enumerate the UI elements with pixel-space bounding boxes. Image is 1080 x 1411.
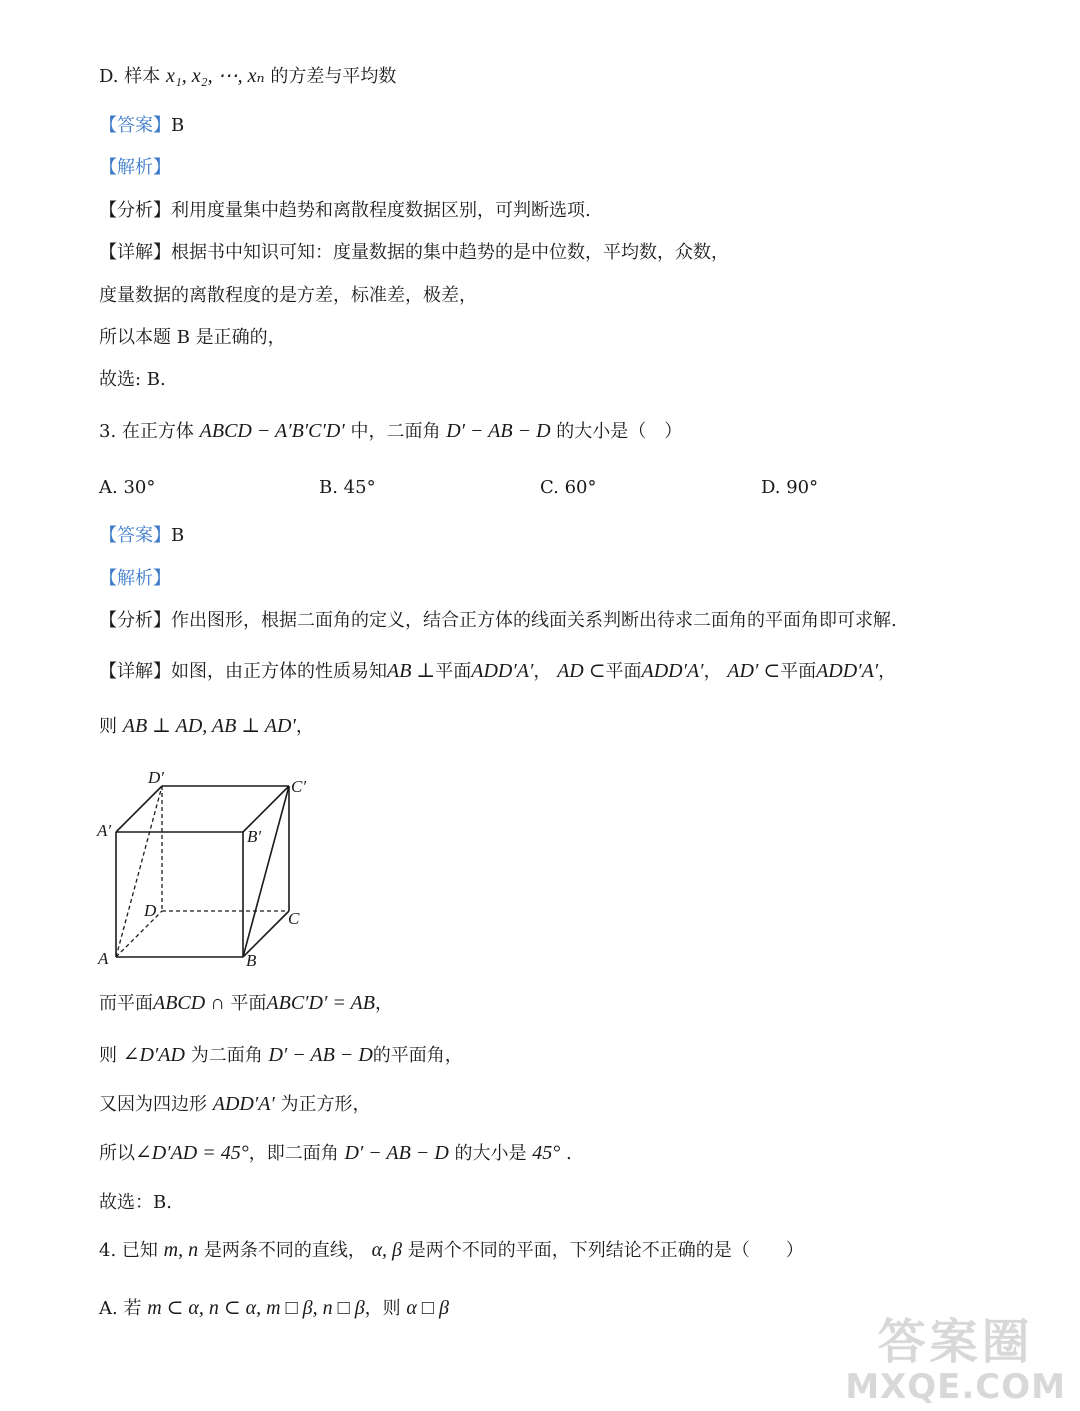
detail-line-2: 度量数据的离散程度的是方差，标准差，极差， <box>99 285 477 306</box>
detail-line-6: 而平面ABCD ∩ 平面ABC′D′ = AB， <box>99 992 393 1014</box>
option-d: D. 90° <box>761 477 819 498</box>
answer-line-1 <box>99 112 184 140</box>
option-c: C. 60° <box>540 477 597 498</box>
question-4: 4. 已知 m, n 是两条不同的直线， α, β 是两个不同的平面，下列结论不正确的是（ ） <box>99 1239 804 1261</box>
watermark-logo: 答案圈 MXQE.COM <box>845 1314 1066 1407</box>
detail-line-4: 【详解】如图，由正方体的性质易知AB ⊥平面ADD′A′， AD ⊂平面ADD′A′， AD′ ⊂平面ADD′A′， <box>99 660 897 682</box>
detail-line-7: 则 ∠D′AD 为二面角 D′ − AB − D的平面角， <box>99 1044 463 1066</box>
cube-diagram <box>96 766 326 978</box>
analysis-summary-2: 【分析】作出图形，根据二面角的定义，结合正方体的线面关系判断出待求二面角的平面角即可求解. <box>99 610 897 631</box>
label-b: B <box>246 951 257 970</box>
choice-line-1: 故选: B. <box>99 369 166 390</box>
detail-line-3: 所以本题 B 是正确的， <box>99 327 286 348</box>
analysis-tag-2: 【解析】 <box>99 568 171 589</box>
label-a1: A′ <box>97 821 112 840</box>
answer-tag: 【答案】 <box>99 525 171 546</box>
diagonal-ad1-hidden <box>116 786 162 957</box>
option-b: B. 45° <box>319 477 376 498</box>
analysis-summary-1: 【分析】利用度量集中趋势和离散程度数据区别，可判断选项. <box>99 200 591 221</box>
diagonal-bc1 <box>243 786 289 957</box>
answer-value: B <box>171 115 185 136</box>
answer-tag: 【答案】 <box>99 115 171 136</box>
label-b1: B′ <box>247 827 262 846</box>
question-4-option-a: A. 若 m ⊂ α, n ⊂ α, m □ β, n □ β，则 α □ β <box>99 1297 449 1319</box>
math-expression: x₁, x₂, ⋯, xₙ <box>165 65 265 87</box>
choice-line-2: 故选：B. <box>99 1192 172 1213</box>
detail-line-5: 则 AB ⊥ AD, AB ⊥ AD′， <box>99 715 314 737</box>
label-d1: D′ <box>148 768 164 787</box>
label-c: C <box>288 909 300 928</box>
option-a: A. 30° <box>99 477 156 498</box>
answer-line-2 <box>99 522 184 550</box>
detail-line-9: 所以∠D′AD = 45°，即二面角 D′ − AB − D 的大小是 45° . <box>99 1142 572 1164</box>
question-3: 3. 在正方体 ABCD − A′B′C′D′ 中，二面角 D′ − AB − D 的大小是（ ） <box>99 420 683 442</box>
option-d-line: D. 样本 x₁, x₂, ⋯, xₙ 的方差与平均数 <box>99 65 397 87</box>
label-c1: C′ <box>291 777 307 796</box>
analysis-tag-1: 【解析】 <box>99 157 171 178</box>
answer-value: B <box>171 525 185 546</box>
detail-line-8: 又因为四边形 ADD′A′ 为正方形， <box>99 1093 371 1115</box>
detail-line-1: 【详解】根据书中知识可知：度量数据的集中趋势的是中位数，平均数，众数， <box>99 242 729 263</box>
label-a: A <box>98 949 109 968</box>
label-d: D <box>144 901 157 920</box>
edge-a1d1 <box>116 786 162 832</box>
